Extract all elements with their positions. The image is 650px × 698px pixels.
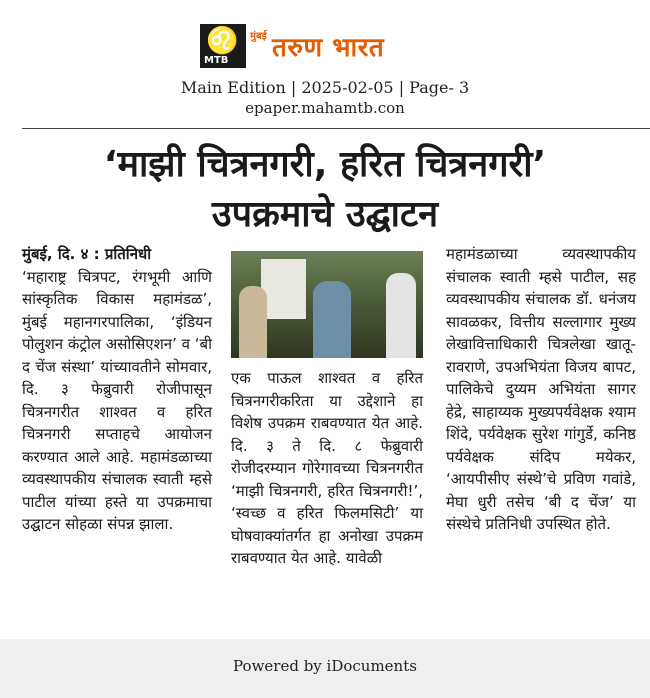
headline-line-1: ‘माझी चित्रनगरी, हरित चित्रनगरी’ bbox=[103, 144, 547, 185]
site-url: epaper.mahamtb.con bbox=[245, 99, 405, 117]
column-1-text: ‘महाराष्ट्र चित्रपट, रंगभूमी आणि सांस्कृतिक विकास महामंडळ’, मुंबई महानगरपालिका, ‘इंडियन पोलुशन कंट्रोल असोसिएशन’ व ‘बी द चेंज संस्था’ यांच्यावतीने सोमवार, दि. ३ फेब्रुवारी रोजीपासून चित्रनगरीत शाश्वत व हरित चित्रनगरी सप्ताहचे आयोजन करण्यात आले आहे. महामंडळाच्या व्यवस्थापकीय संचालक स्वाती म्हसे पाटील यांच्या हस्ते या उपक्रमाचा उद्घाटन सोहळा संपन्न झाला. bbox=[22, 267, 212, 533]
lion-icon: ♌ bbox=[206, 26, 239, 56]
masthead bbox=[0, 20, 650, 70]
newspaper-logo bbox=[200, 24, 246, 68]
article-column-2 bbox=[231, 367, 423, 570]
brand-city: मुंबई bbox=[250, 31, 267, 42]
divider bbox=[22, 128, 650, 129]
column-2-text: एक पाऊल शाश्वत व हरित चित्रनगरीकरिता या उद्देशाने हा विशेष उपक्रम राबवण्यात येत आहे. दि. ३ ते दि. ८ फेब्रुवारी रोजीदरम्यान गोरेगावच्या चित्रनगरीत ‘माझी चित्रनगरी, हरित चित्रनगरी!’, ‘स्वच्छ व हरित फिलमसिटी’ या घोषवाक्यांतर्गत हा अनोखा उपक्रम राबवण्यात येत आहे. यावेळी bbox=[231, 369, 423, 567]
headline-line-2: उपक्रमाचे उद्घाटन bbox=[211, 194, 439, 235]
edition-info: Main Edition | 2025-02-05 | Page- 3 bbox=[180, 78, 470, 97]
article-headline bbox=[0, 140, 650, 240]
footer bbox=[0, 639, 650, 698]
photo-person-left bbox=[239, 286, 267, 358]
photo-person-center bbox=[313, 281, 351, 358]
byline: मुंबई, दि. ४ : प्रतिनिधी bbox=[22, 245, 152, 263]
powered-by-link[interactable]: Powered by iDocuments bbox=[233, 657, 417, 675]
photo-person-right bbox=[386, 273, 416, 358]
photo-banner bbox=[261, 259, 306, 319]
logo-text: MTB bbox=[204, 55, 229, 66]
article-photo bbox=[231, 251, 423, 358]
brand-name: तरुण भारत bbox=[272, 33, 385, 63]
article-column-1 bbox=[22, 243, 212, 536]
article-column-3 bbox=[446, 243, 636, 536]
column-3-text: महामंडळाच्या व्यवस्थापकीय संचालक स्वाती म्हसे पाटील, सह व्यवस्थापकीय संचालक डॉ. धनंजय सावळकर, वित्तीय सल्लागार मुख्य लेखावित्ताधिकारी चित्रलेखा खातू-रावराणे, उपअभियंता विजय बापट, पालिकेचे दुय्यम अभियंता सागर हेद्रे, साहाय्यक मुख्यपर्यवेक्षक श्याम शिंदे, पर्यवेक्षक सुरेश गांगुर्डे, कनिष्ठ पर्यवेक्षक संदिप मयेकर, ‘आयपीसीए संस्थे’चे प्रविण गवांडे, मेघा धुरी तसेच ‘बी द चेंज’ या संस्थेचे प्रतिनिधी उपस्थित होते. bbox=[446, 245, 636, 533]
